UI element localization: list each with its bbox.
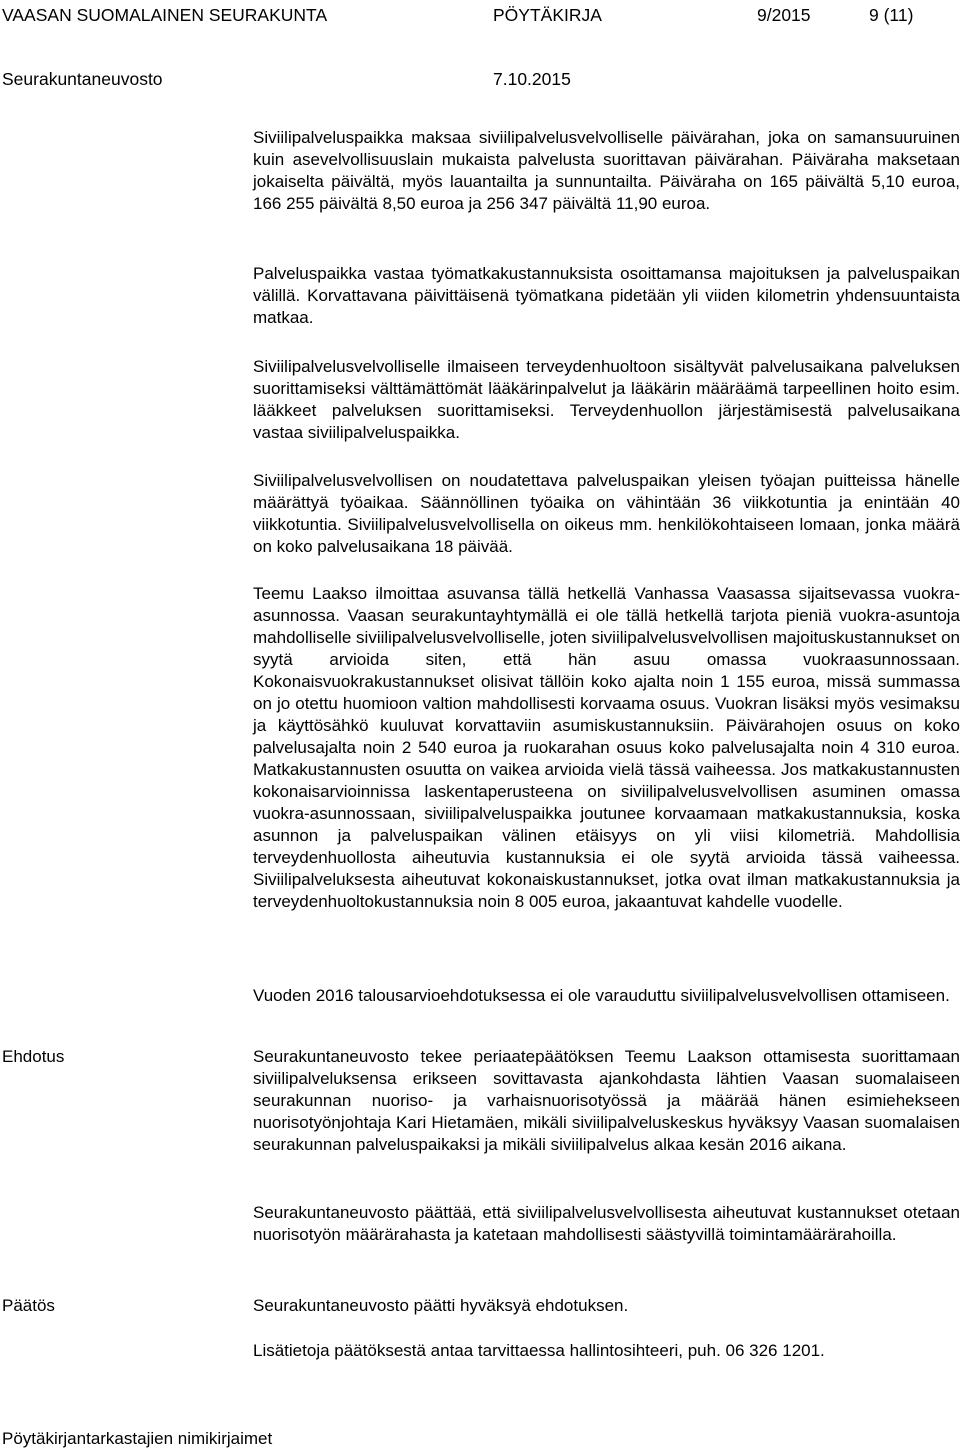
header-second-row [0,67,960,91]
paragraph-healthcare: Siviilipalvelusvelvolliselle ilmaiseen terveydenhuoltoon sisältyvät palvelusaikana palveluksen suorittamiseksi välttämättömät lääkärinpalvelut ja lääkärin määräämä tarpeellinen hoito esim. lääkkeet palveluksen suorittamiseksi. Terveydenhuollon järjestämisestä palvelusaikana vastaa siviilipalveluspaikka. [253,357,960,442]
paragraph-proposal: Seurakuntaneuvosto tekee periaatepäätöksen Teemu Laakson ottamisesta suorittamaan siviilipalveluksensa erikseen sovittavasta ajankohdasta lähtien Vaasan suomalaiseen seurakunnan nuoriso- ja varhaisnuorisotyössä ja määrää hänen esimiehekseen nuorisotyönjohtaja Kari Hietamäen, mikäli siviilipalveluskeskus hyväksyy Vaasan suomalaisen seurakunnan palveluspaikaksi ja mikäli siviilipalvelus alkaa kesän 2016 aikana. [253,1047,960,1154]
header-top-row [0,3,960,27]
paragraph-daily-allowance: Siviilipalveluspaikka maksaa siviilipalvelusvelvolliselle päivärahan, joka on samansuuruinen kuin asevelvollisuuslain mukaista palvelusta suorittavan päivärahan. Päiväraha maksetaan jokaiselta päivältä, myös lauantailta ja sunnuntailta. Päiväraha on 165 päivältä 5,10 euroa, 166 255 päivältä 8,50 euroa ja 256 347 päivältä 11,90 euroa. [253,128,960,213]
paragraph-decision: Seurakuntaneuvosto päätti hyväksyä ehdotuksen. [253,1296,629,1315]
paragraph-more-info: Lisätietoja päätöksestä antaa tarvittaessa hallintosihteeri, puh. 06 326 1201. [253,1341,825,1360]
paragraph-working-hours: Siviilipalvelusvelvollisen on noudatettava palveluspaikan yleisen työajan puitteissa hänelle määrättyä työaikaa. Säännöllinen työaika on vähintään 36 viikkotuntia ja enintään 40 viikkotuntia. Siviilipalvelusvelvollisella on oikeus mm. henkilökohtaiseen lomaan, jonka määrä on koko palvelusaikana 18 päivää. [253,471,960,556]
paragraph-proposal-costs: Seurakuntaneuvosto päättää, että siviilipalvelusvelvollisesta aiheutuvat kustannukset otetaan nuorisotyön määrärahasta ja katetaan mahdollisesti säästyvillä toimintamäärärahoilla. [253,1203,960,1244]
org-name: VAASAN SUOMALAINEN SEURAKUNTA [2,5,328,25]
paragraph-budget: Vuoden 2016 talousarvioehdotuksessa ei ole varauduttu siviilipalvelusvelvollisen ottamiseen. [253,986,950,1005]
label-paatos: Päätös [2,1296,55,1315]
doc-type: PÖYTÄKIRJA [493,5,602,25]
paragraph-cost-estimate: Teemu Laakso ilmoittaa asuvansa tällä hetkellä Vanhassa Vaasassa sijaitsevassa vuokra-asunnossa. Vaasan seurakuntayhtymällä ei ole tällä hetkellä tarjota pieniä vuokra-asuntoja mahdolliselle siviilipalvelusvelvolliselle, joten siviilipalvelusvelvollisen majoituskustannukset on syytä arvioida siten, että hän asuu omassa vuokraasunnossaan. Kokonaisvuokrakustannukset olisivat tällöin koko ajalta noin 1 155 euroa, missä summassa on jo otettu huomioon valtion mahdollisesti korvaama osuus. Vuokran lisäksi myös vesimaksu ja käyttösähkö kuuluvat korvattaviin asumiskustannuksiin. Päivärahojen osuus on koko palvelusajalta noin 2 540 euroa ja ruokarahan osuus koko palvelusajalta noin 4 310 euroa. Matkakustannusten osuutta on vaikea arvioida vielä tässä vaiheessa. Jos matkakustannusten kokonaisarvioinnissa laskentaperusteena on siviilipalvelusvelvollisen asuminen omassa vuokra-asunnossaan, siviilipalveluspaikka joutunee korvaamaan matkakustannuksia, koska asunnon ja palveluspaikan välinen etäisyys on yli viisi kilometriä. Mahdollisia terveydenhuollosta aiheutuvia kustannuksia ei ole syytä arvioida tässä vaiheessa. Siviilipalveluksesta aiheutuvat kokonaiskustannukset, jotka ovat ilman matkakustannuksia ja terveydenhuoltokustannuksia noin 8 005 euroa, jakaantuvat kahdelle vuodelle. [253,584,960,911]
footer-initials: Pöytäkirjantarkastajien nimikirjaimet [2,1429,273,1448]
doc-number: 9/2015 [757,5,811,25]
label-ehdotus: Ehdotus [2,1047,65,1066]
page-number: 9 (11) [869,5,914,25]
meeting-date: 7.10.2015 [493,69,571,89]
meeting-body: Seurakuntaneuvosto [2,69,163,89]
paragraph-commuting-costs: Palveluspaikka vastaa työmatkakustannuksista osoittamansa majoituksen ja palveluspaikan välillä. Korvattavana päivittäisenä työmatkana pidetään yli viiden kilometrin yhdensuuntaista matkaa. [253,264,960,327]
